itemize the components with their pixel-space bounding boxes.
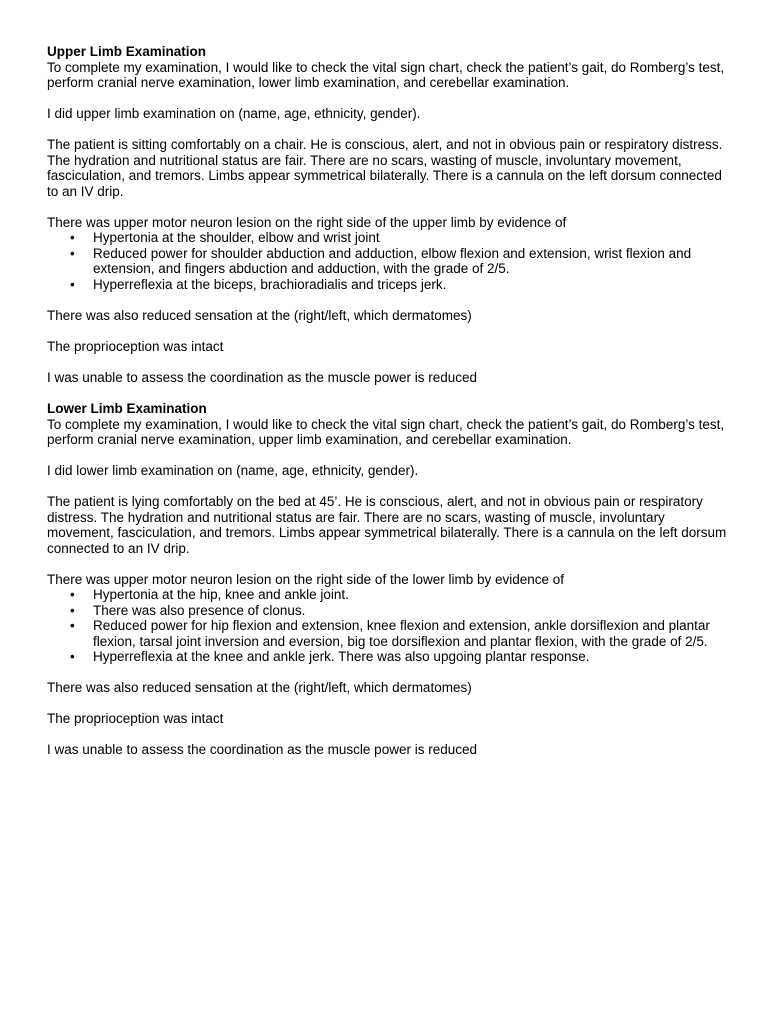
- lower-general-paragraph: The patient is lying comfortably on the bed at 45’. He is conscious, alert, and not in obvious pain or respiratory distress. The hydration and nutritional status are fair. There are no scars, wasting of muscle, involuntary movement, fasciculation, and tremors. Limbs appear symmetrical bilaterally. There is a cannula on the left dorsum connected to an IV drip.: [47, 494, 727, 556]
- upper-umn-paragraph: There was upper motor neuron lesion on the right side of the upper limb by evidence of: [47, 214, 567, 230]
- lower-sensation-paragraph: There was also reduced sensation at the (right/left, which dermatomes): [47, 680, 472, 695]
- bullet-icon: •: [70, 602, 75, 618]
- bullet-icon: •: [70, 276, 75, 292]
- lower-proprioception-paragraph: The proprioception was intact: [47, 711, 224, 726]
- upper-sensation-paragraph: There was also reduced sensation at the (right/left, which dermatomes): [47, 307, 472, 323]
- upper-proprioception-paragraph: The proprioception was intact: [47, 338, 224, 354]
- upper-general-paragraph: The patient is sitting comfortably on a chair. He is conscious, alert, and not in obvious pain or respiratory distress. The hydration and nutritional status are fair. There are no scars, wasting of muscle, involuntary movement, fasciculation, and tremors. Limbs appear symmetrical bilaterally. There is a cannula on the left dorsum connected to an IV drip.: [47, 137, 723, 199]
- bullet-icon: •: [70, 245, 75, 261]
- bullet-icon: •: [70, 649, 75, 664]
- list-item: • There was also presence of clonus.: [70, 602, 306, 618]
- list-item: • Hypertonia at the shoulder, elbow and wrist joint: [70, 230, 380, 245]
- upper-intro-paragraph: To complete my examination, I would like to check the vital sign chart, check the patient’s gait, do Romberg’s test, perform cranial nerve examination, lower limb examination, and cerebellar examination.: [47, 59, 725, 90]
- upper-limb-title: Upper Limb Examination: [47, 44, 207, 59]
- lower-evidence-list: [47, 587, 727, 665]
- bullet-icon: •: [70, 587, 75, 602]
- bullet-icon: •: [70, 230, 75, 245]
- list-item: • Hyperreflexia at the biceps, brachioradialis and triceps jerk.: [70, 276, 447, 292]
- upper-did-paragraph: I did upper limb examination on (name, age, ethnicity, gender).: [47, 106, 421, 121]
- list-item: • Hyperreflexia at the knee and ankle jerk. There was also upgoing plantar response.: [70, 649, 590, 664]
- upper-limb-section: [47, 44, 727, 385]
- lower-did-paragraph: I did lower limb examination on (name, age, ethnicity, gender).: [47, 463, 419, 478]
- list-item: • Hypertonia at the hip, knee and ankle joint.: [70, 587, 349, 602]
- list-item: • Reduced power for shoulder abduction and adduction, elbow flexion and extension, wrist flexion and extension, and fingers abduction and adduction, with the grade of 2/5.: [70, 245, 692, 276]
- lower-intro-paragraph: To complete my examination, I would like to check the vital sign chart, check the patient’s gait, do Romberg’s test, perform cranial nerve examination, upper limb examination, and cerebellar examination.: [47, 416, 725, 447]
- list-item: • Reduced power for hip flexion and extension, knee flexion and extension, ankle dorsiflexion and plantar flexion, tarsal joint inversion and eversion, big toe dorsiflexion and plantar flexion, with the grade of 2/5.: [70, 618, 710, 649]
- bullet-icon: •: [70, 618, 75, 633]
- lower-umn-paragraph: There was upper motor neuron lesion on the right side of the lower limb by evidence of: [47, 571, 565, 587]
- lower-coordination-paragraph: I was unable to assess the coordination as the muscle power is reduced: [47, 742, 477, 757]
- upper-coordination-paragraph: I was unable to assess the coordination as the muscle power is reduced: [47, 369, 477, 385]
- lower-limb-section: [47, 401, 727, 758]
- lower-limb-title: Lower Limb Examination: [47, 401, 207, 416]
- upper-evidence-list: [47, 230, 727, 292]
